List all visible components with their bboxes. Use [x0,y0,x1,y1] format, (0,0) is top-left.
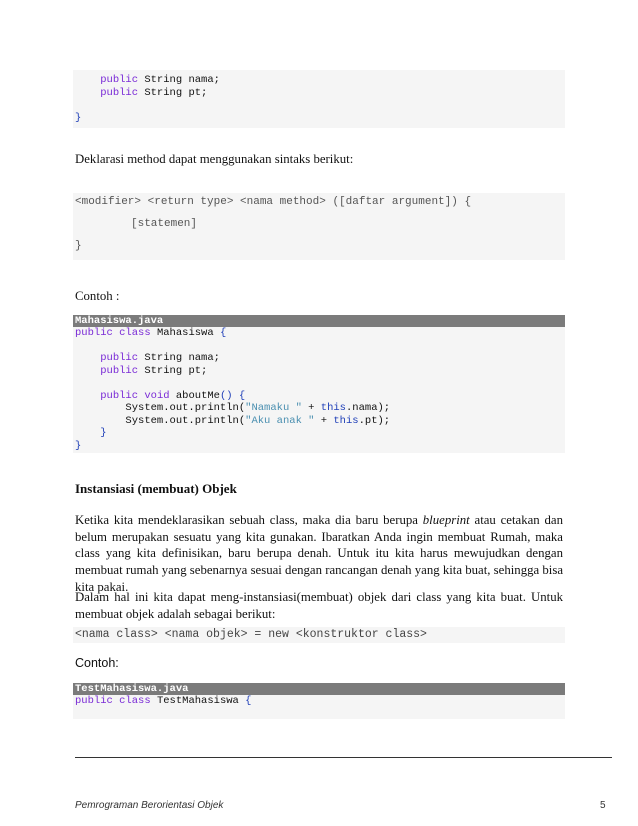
code-string: "Namaku " [245,402,302,414]
code-line [73,74,565,87]
code-keyword: public [100,74,139,86]
code-keyword: public [75,327,113,339]
page-number: 5 [600,800,606,811]
code-text: aboutMe [169,389,220,402]
code-keyword: public [100,364,139,377]
code-line [73,340,565,353]
code-keyword: public [100,352,139,364]
code-brace: { [232,389,246,402]
code-brace: } [100,427,107,439]
code-line [73,377,565,390]
paragraph-ketika [75,512,563,596]
syntax-line: <modifier> <return type> <nama method> ([daftar argument]) { [75,196,472,208]
section-heading: Instansiasi (membuat) Objek [75,481,237,496]
code-line [73,427,565,440]
paragraph-italic: blueprint [422,513,470,527]
syntax-block-objek [73,627,565,643]
code-text: String pt; [138,86,208,99]
code-block-mahasiswa [73,315,565,453]
code-brace: } [75,439,82,452]
code-keyword: public [100,86,139,99]
code-line [73,365,565,378]
code-text: String nama; [138,74,220,86]
code-keyword: void [144,389,170,402]
code-line [73,352,565,365]
label-contoh-2: Contoh: [75,656,119,670]
syntax-line: } [75,240,82,252]
code-line [73,415,565,428]
paragraph-text: Ketika kita mendeklarasikan sebuah class, maka dia baru berupa [75,513,423,527]
code-keyword: public [100,389,139,402]
code-line [73,440,565,453]
code-text: TestMahasiswa [150,695,246,707]
code-text: + [301,402,321,414]
code-brace: () [219,389,233,402]
syntax-line: [statemen] [131,218,198,230]
code-text: System.out.println( [125,414,246,427]
code-brace: } [75,111,82,124]
code-text: + [314,414,334,427]
paragraph-method-declaration: Deklarasi method dapat menggunakan sintaks berikut: [75,152,354,166]
code-text: String nama; [138,352,220,364]
label-contoh: Contoh : [75,289,120,303]
syntax-block-method [73,193,565,260]
code-brace: { [245,695,252,707]
code-text: System.out.println( [125,402,246,414]
code-line [73,112,565,125]
code-text: .nama); [346,402,391,414]
code-text: String pt; [138,364,208,377]
code-line [73,99,565,112]
syntax-line: <nama class> <nama objek> = new <konstruktor class> [75,628,427,641]
code-brace: { [219,327,227,339]
code-string: "Aku anak " [245,414,315,427]
code-keyword: public [75,695,113,707]
code-keyword: class [119,327,151,339]
code-filename: TestMahasiswa.java [73,683,565,695]
footer-divider [75,757,612,758]
code-line [73,695,565,708]
code-keyword: class [119,695,151,707]
code-keyword: this [333,414,359,427]
paragraph-text: atau cetakan dan belum merupakan sesuatu yang kita gunakan. Ibaratkan Anda ingin membuat Rumah, maka class yang kita definisikan, baru berupa denah. Untuk itu kita harus mewujudkan dengan membuat rumah yang sebenarnya sesuai dengan rancangan denah yang kita buat, sehingga bisa kita pakai. [75,513,563,594]
paragraph-dalam: Dalam hal ini kita dapat meng-instansiasi(membuat) objek dari class yang kita buat. Untuk membuat objek adalah sebagai berikut: [75,590,563,621]
code-block-testmahasiswa [73,683,565,719]
code-text: .pt); [358,414,391,427]
code-line [73,402,565,415]
code-line [73,390,565,403]
code-block-class-fields [73,70,565,128]
footer-title: Pemrograman Berorientasi Objek [75,800,224,811]
code-filename: Mahasiswa.java [73,315,565,327]
code-keyword: this [320,402,346,414]
code-text: Mahasiswa [150,327,220,339]
code-line [73,327,565,340]
code-line [73,87,565,100]
